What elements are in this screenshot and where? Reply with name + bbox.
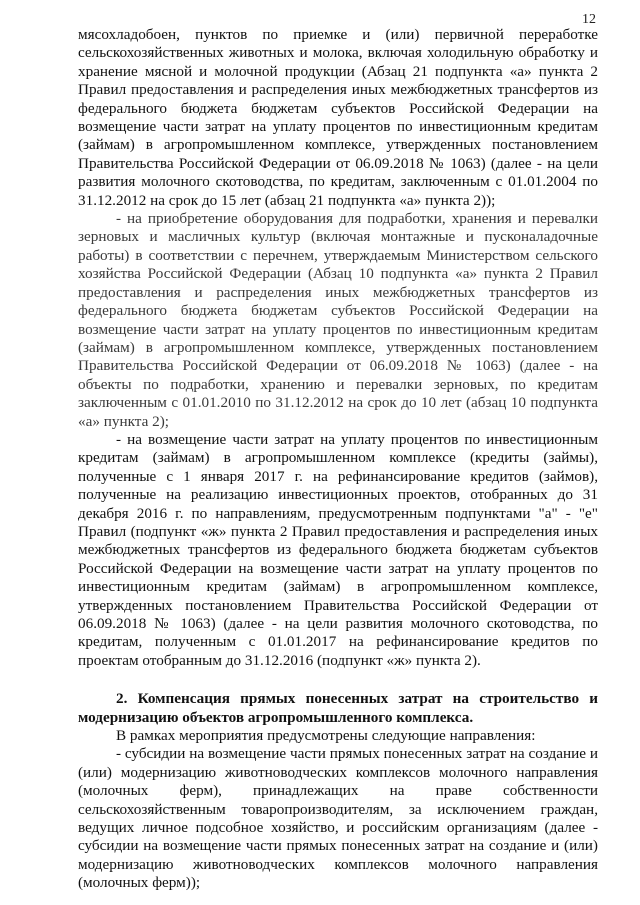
paragraph-refinancing: - на возмещение части затрат на уплату процентов по инвестиционным кредитам (займам) в агропромышленном комплексе (кредиты (займы), полученные с 1 января 2017 г. на рефинансирование кредитов (займов), полученные на реализацию инвестиционных проектов, отобранных до 31 декабря 2016 г. по направлениям, предусмотренным подпунктами "а" - "е" Правил (подпункт «ж» пункта 2 Правил предоставления и распределения иных межбюджетных трансфертов из федерального бюджета бюджетам субъектов Российской Федерации на возмещение части затрат на уплату процентов по инвестиционным кредитам (займам) в агропромышленном комплексе, утвержденных постановлением Правительства Российской Федерации от 06.09.2018 № 1063) (далее - на цели развития молочного скотоводства, по кредитам, полученным с 01.01.2017 на рефинансирование кредитов по проектам отобранным до 31.12.2016 (подпункт «ж» пункта 2). [78, 430, 598, 669]
paragraph-continuation: мясохладобоен, пунктов по приемке и (или) первичной переработке сельскохозяйственных животных и молока, включая холодильную обработку и хранение мясной и молочной продукции (Абзац 21 подпункта «а» пункта 2 Правил предоставления и распределения иных межбюджетных трансфертов из федерального бюджета бюджетам субъектов Российской Федерации на возмещение части затрат на уплату процентов по инвестиционным кредитам (займам) в агропромышленном комплексе, утвержденных постановлением Правительства Российской Федерации от 06.09.2018 № 1063) (далее - на цели развития молочного скотоводства, по кредитам, заключенным с 01.01.2004 по 31.12.2012 на срок до 15 лет (абзац 21 подпункта «а» пункта 2)); [78, 26, 598, 209]
section-heading: 2. Компенсация прямых понесенных затрат на строительство и модернизацию объектов агропромышленного комплекса. [78, 690, 598, 726]
document-body [78, 26, 598, 893]
page-number: 12 [582, 12, 596, 27]
paragraph-grain-equipment: - на приобретение оборудования для подработки, хранения и перевалки зерновых и масличных культур (включая монтажные и пусконаладочные работы) в соответствии с перечнем, утверждаемым Министерством сельского хозяйства Российской Федерации (Абзац 10 подпункта «а» пункта 2 Правил предоставления и распределения иных межбюджетных трансфертов из федерального бюджета бюджетам субъектов Российской Федерации на возмещение части затрат на уплату процентов по инвестиционным кредитам (займам) в агропромышленном комплексе, утвержденных постановлением Правительства Российской Федерации от 06.09.2018 № 1063) (далее - на объекты по подработки, хранению и перевалки зерновых, по кредитам заключенным с 01.01.2010 по 31.12.2012 на срок до 10 лет (абзац 10 подпункта «а» пункта 2); [78, 210, 598, 430]
section-intro: В рамках мероприятия предусмотрены следующие направления: [116, 727, 536, 745]
paragraph-dairy-subsidy: - субсидии на возмещение части прямых понесенных затрат на создание и (или) модернизацию животноводческих комплексов молочного направления (молочных ферм), принадлежащих на праве собственности сельскохозяйственным товаропроизводителям, за исключением граждан, ведущих личное подсобное хозяйство, и российским организациям (далее - субсидии на возмещение части прямых понесенных затрат на создание и (или) модернизацию животноводческих комплексов молочного направления (молочных ферм)); [78, 745, 598, 892]
